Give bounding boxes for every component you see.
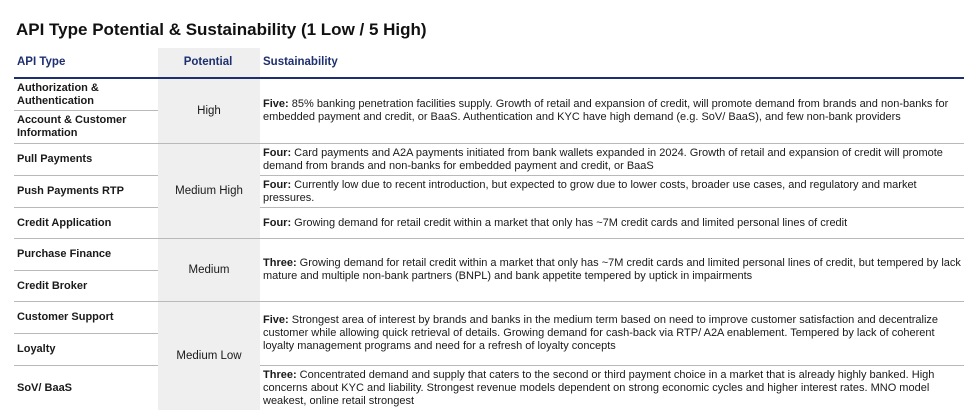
header-potential: Potential (183, 56, 233, 68)
api-type-cell: Credit Application (17, 216, 112, 229)
sustainability-text: Currently low due to recent introduction, but expected to grow due to lower costs, broader use cases, and regulatory and market pressures. (263, 178, 917, 204)
api-type-cell: Loyalty (17, 343, 56, 355)
api-type-cell: Authorization & Authentication (17, 81, 99, 107)
sustainability-text: Card payments and A2A payments initiated from bank wallets expanded in 2024. Growth of retail and expansion of credit will promote demand from brands and non-banks for embedded payment and credit, or BaaS (263, 146, 943, 172)
sustainability-text: Strongest area of interest by brands and banks in the medium term based on need to improve customer satisfaction and decentralize customer while allowing quick retrieval of details. Growing demand for cash-back via RTP/ A2A enablement. Tempered by lack of coherent loyalty management programs and need for a refresh of loyalty concepts (263, 314, 939, 352)
api-type-cell: Pull Payments (17, 153, 93, 165)
sustainability-cell (263, 302, 963, 365)
sustainability-score: Four: (263, 216, 292, 229)
header-sustainability: Sustainability (263, 56, 338, 68)
sustainability-text: Concentrated demand and supply that caters to the second or third payment choice in a market that is already highly banked. High concerns about KYC and liability. Strongest revenue models dependent on strong economic cycles and higher interest rates. MNO model weakest, online retail strongest (263, 368, 935, 407)
header-api-type: API Type (17, 56, 66, 68)
potential-cell: Medium High (175, 185, 243, 197)
api-type-cell: Account & Customer Information (17, 113, 127, 139)
sustainability-score: Three: (263, 257, 297, 269)
potential-cell: High (197, 104, 221, 117)
page-title: API Type Potential & Sustainability (1 Low / 5 High) (16, 20, 427, 39)
api-table (14, 48, 964, 410)
sustainability-cell (263, 239, 963, 301)
sustainability-text: Growing demand for retail credit within a market that only has ~7M credit cards and limited personal lines of credit (291, 216, 848, 229)
sustainability-cell (263, 366, 963, 410)
api-type-cell: Push Payments RTP (17, 185, 124, 197)
api-type-cell: Purchase Finance (17, 248, 112, 260)
potential-cell: Medium (188, 264, 230, 276)
sustainability-text: 85% banking penetration facilities supply. Growth of retail and expansion of credit, will promote demand from brands and non-banks for embedded payment and credit, or BaaS. Authentication and KYC have high demand (e.g. SoV/ BaaS), and few non-bank providers (263, 98, 949, 123)
sustainability-cell (263, 176, 963, 207)
potential-cell: Medium Low (176, 350, 242, 362)
sustainability-text: Growing demand for retail credit within a market that only has ~7M credit cards and limited personal lines of credit, but tempered by lack mature and multiple non-bank partners (BNPL) and bank appetite tempered by uptick in impairments (263, 257, 961, 282)
sustainability-cell (263, 208, 963, 238)
sustainability-score: Four: (263, 146, 292, 159)
sustainability-cell (263, 144, 963, 175)
api-type-cell: Credit Broker (17, 279, 88, 292)
sustainability-cell (263, 79, 963, 143)
sustainability-score: Five: (263, 98, 289, 110)
sustainability-score: Four: (263, 178, 292, 191)
api-type-cell: SoV/ BaaS (17, 381, 73, 394)
api-type-cell: Customer Support (17, 311, 114, 323)
sustainability-score: Five: (263, 314, 289, 326)
sustainability-score: Three: (263, 368, 297, 381)
